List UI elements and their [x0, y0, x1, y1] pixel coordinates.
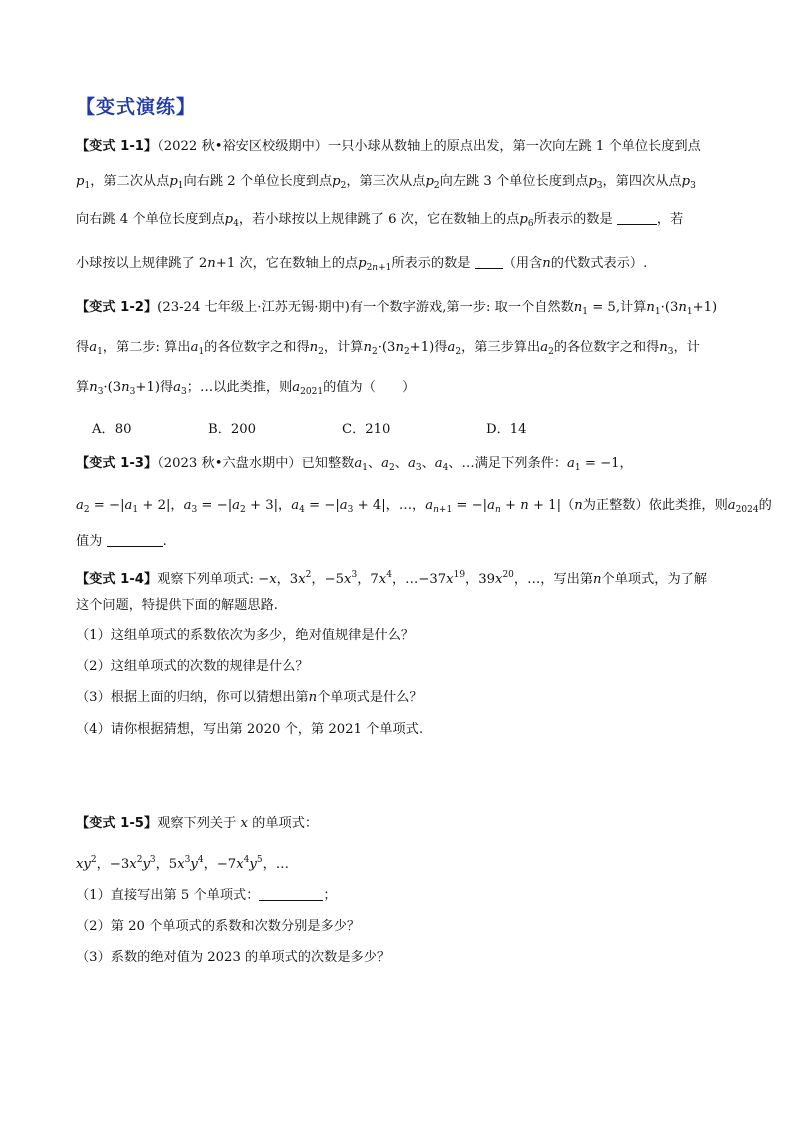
q15-monomials: $xy^2$，$-3x^2y^3$，$5x^3y^4$，$-7x^4y^5$，… — [76, 855, 289, 872]
q14-sub-2: （2）这组单项式的次数的规律是什么？ — [76, 659, 309, 674]
q14-sub-4: （4）请你根据猜想，写出第 2020 个，第 2021 个单项式. — [76, 722, 424, 737]
q11-label: 【变式 1-1】 — [76, 139, 158, 154]
section-title: 【变式演练】 — [76, 96, 197, 118]
answer-blank[interactable] — [259, 886, 323, 901]
q11-line-1: 【变式 1-1】（2022 秋•裕安区校级期中）一只小球从数轴上的原点出发，第一次向左跳 1 个单位长度到点 — [76, 139, 701, 154]
q11-line-2: $p_1$，第二次从点$p_1$向右跳 2 个单位长度到点$p_2$，第三次从点$p_2$向左跳 3 个单位长度到点$p_3$，第四次从点$p_3$ — [76, 174, 696, 191]
q14-line-2: 这个问题，特提供下面的解题思路. — [76, 598, 279, 613]
q12-label: 【变式 1-2】 — [76, 300, 158, 315]
option-d[interactable]: D．14 — [486, 422, 527, 437]
option-a[interactable]: A．80 — [92, 422, 132, 437]
q13-line-3: 值为 . — [76, 534, 167, 549]
q13-line-2: $a_2 = -|a_1 + 2|$，$a_3 = -|a_2 + 3|$，$a_4 = -|a_3 + 4|$，…，$a_{n+1} = -|a_n + n + 1|(n$为正整数）依此类推，则$a_{2024}$的 — [76, 498, 772, 515]
q14-line-1: 【变式 1-4】观察下列单项式: −x，$3x^2$，$-5x^3$，$7x^4$，$\dots-37x^{19}$，$39x^{20}$，…，写出第n个单项式，为了解 — [76, 570, 708, 587]
q15-sub-2: （2）第 20 个单项式的系数和次数分别是多少？ — [76, 919, 361, 934]
q11-line-4: 小球按以上规律跳了 2n+1 次，它在数轴上的点$p_{2n+1}$所表示的数是 （用含n的代数式表示）. — [76, 256, 648, 273]
option-c[interactable]: C．210 — [342, 422, 391, 437]
q15-sub-3: （3）系数的绝对值为 2023 的单项式的次数是多少？ — [76, 950, 391, 965]
q14-label: 【变式 1-4】 — [76, 572, 158, 587]
q12-line-1: 【变式 1-2】(23-24 七年级上·江苏无锡·期中)有一个数字游戏,第一步: 取一个自然数$n_1 = 5$,计算$n_1\cdot(3n_1+1)$ — [76, 300, 718, 317]
q15-label: 【变式 1-5】 — [76, 816, 158, 831]
q12-line-3: 算$n_3\cdot(3n_3+1)$得$a_3$；…以此类推，则$a_{2021}$的值为（ ） — [76, 380, 416, 397]
q13-line-1: 【变式 1-3】（2023 秋•六盘水期中）已知整数$a_1$、$a_2$、$a_3$、$a_4$、…满足下列条件：$a_1 = -1$， — [76, 456, 633, 473]
answer-blank[interactable] — [475, 254, 503, 269]
q15-line-1: 【变式 1-5】观察下列关于 x 的单项式： — [76, 816, 319, 831]
q11-line-3: 向右跳 4 个单位长度到点$p_4$，若小球按以上规律跳了 6 次，它在数轴上的点$p_6$所表示的数是 ，若 — [76, 212, 684, 229]
q14-sub-3: （3）根据上面的归纳，你可以猜想出第n个单项式是什么？ — [76, 690, 423, 705]
q15-sub-1: （1）直接写出第 5 个单项式： ； — [76, 888, 337, 903]
answer-blank[interactable] — [617, 210, 657, 225]
q12-line-2: 得$a_1$，第二步: 算出$a_1$的各位数字之和得$n_2$，计算$n_2\cdot(3n_2+1)$得$a_2$，第三步算出$a_2$的各位数字之和得$n_3$，计 — [76, 340, 700, 357]
q13-label: 【变式 1-3】 — [76, 456, 158, 471]
option-b[interactable]: B．200 — [208, 422, 257, 437]
q14-sub-1: （1）这组单项式的系数依次为多少，绝对值规律是什么？ — [76, 628, 415, 643]
answer-blank[interactable] — [107, 532, 163, 547]
